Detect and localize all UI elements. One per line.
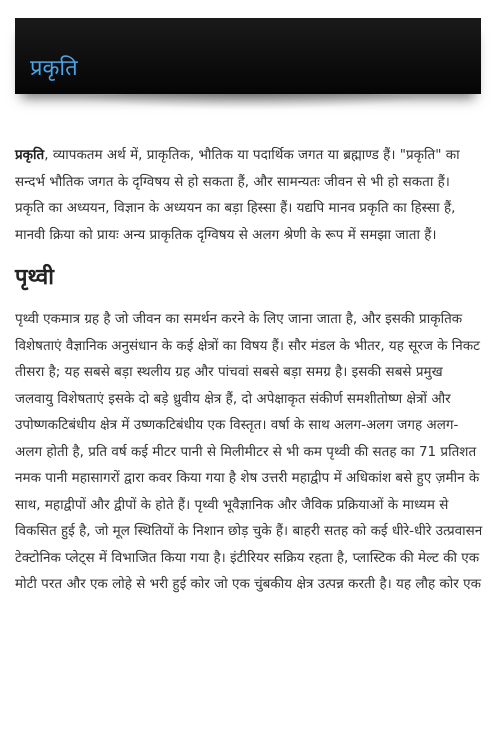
section-heading: पृथ्वी [15,265,54,290]
intro-text: , व्यापकतम अर्थ में, प्राकृतिक, भौतिक या पदार्थिक जगत या ब्रह्माण्ड हैं। "प्रकृति" का सन्दर्भ भौतिक जगत के दृग्विषय से हो सकता हैं, और सामन्यतः जीवन से भी हो सकता हैं। प्रकृति का अध्ययन, विज्ञान के अध्ययन का बड़ा हिस्सा हैं। यद्यपि मानव प्रकृति का हिस्सा हैं, मानवी क्रिया को प्रायः अन्य प्राकृतिक दृग्विषय से अलग श्रेणी के रूप में समझा जाता हैं। [15,147,460,243]
title-bar-shadow [60,92,436,110]
section-paragraph: पृथ्वी एकमात्र ग्रह है जो जीवन का समर्थन करने के लिए जाना जाता है, और इसकी प्राकृतिक विशेषताएं वैज्ञानिक अनुसंधान के कई क्षेत्रों का विषय हैं। सौर मंडल के भीतर, यह सूरज के निकट तीसरा है; यह सबसे बड़ा स्थलीय ग्रह और पांचवां सबसे बड़ा समग्र है। इसकी सबसे प्रमुख जलवायु विशेषताएं इसके दो बड़े ध्रुवीय क्षेत्र हैं, दो अपेक्षाकृत संकीर्ण समशीतोष्ण क्षेत्रों और उपोष्णकटिबंधीय क्षेत्र में उष्णकटिबंधीय एक विस्तृत। वर्षा के साथ अलग-अलग जगह अलग-अलग होती है, प्रति वर्ष कई मीटर पानी से मिलीमीटर से भी कम पृथ्वी की सतह का 71 प्रतिशत नमक पानी महासागरों द्वारा कवर किया गया है शेष उत्तरी महाद्वीप में अधिकांश बसे हुए ज़मीन के साथ, महाद्वीपों और द्वीपों के होते हैं। पृथ्वी भूवैज्ञानिक और जैविक प्रक्रियाओं के माध्यम से विकसित हुई है, जो मूल स्थितियों के निशान छोड़ चुके हैं। बाहरी सतह को कई धीरे-धीरे उत्प्रवासन टेक्टोनिक प्लेट्स में विभाजित किया गया है। इंटीरियर सक्रिय रहता है, प्लास्टिक की मेल्ट की एक मोटी परत और एक लोहे से भरी हुई कोर जो एक चुंबकीय क्षेत्र उत्पन्न करती है। यह लौह कोर एक [15,311,483,592]
title-bar [15,18,481,94]
intro-bold-term: प्रकृति [15,147,45,163]
page-title: प्रकृति [30,56,78,81]
article-content [15,142,483,598]
intro-paragraph [15,142,483,248]
